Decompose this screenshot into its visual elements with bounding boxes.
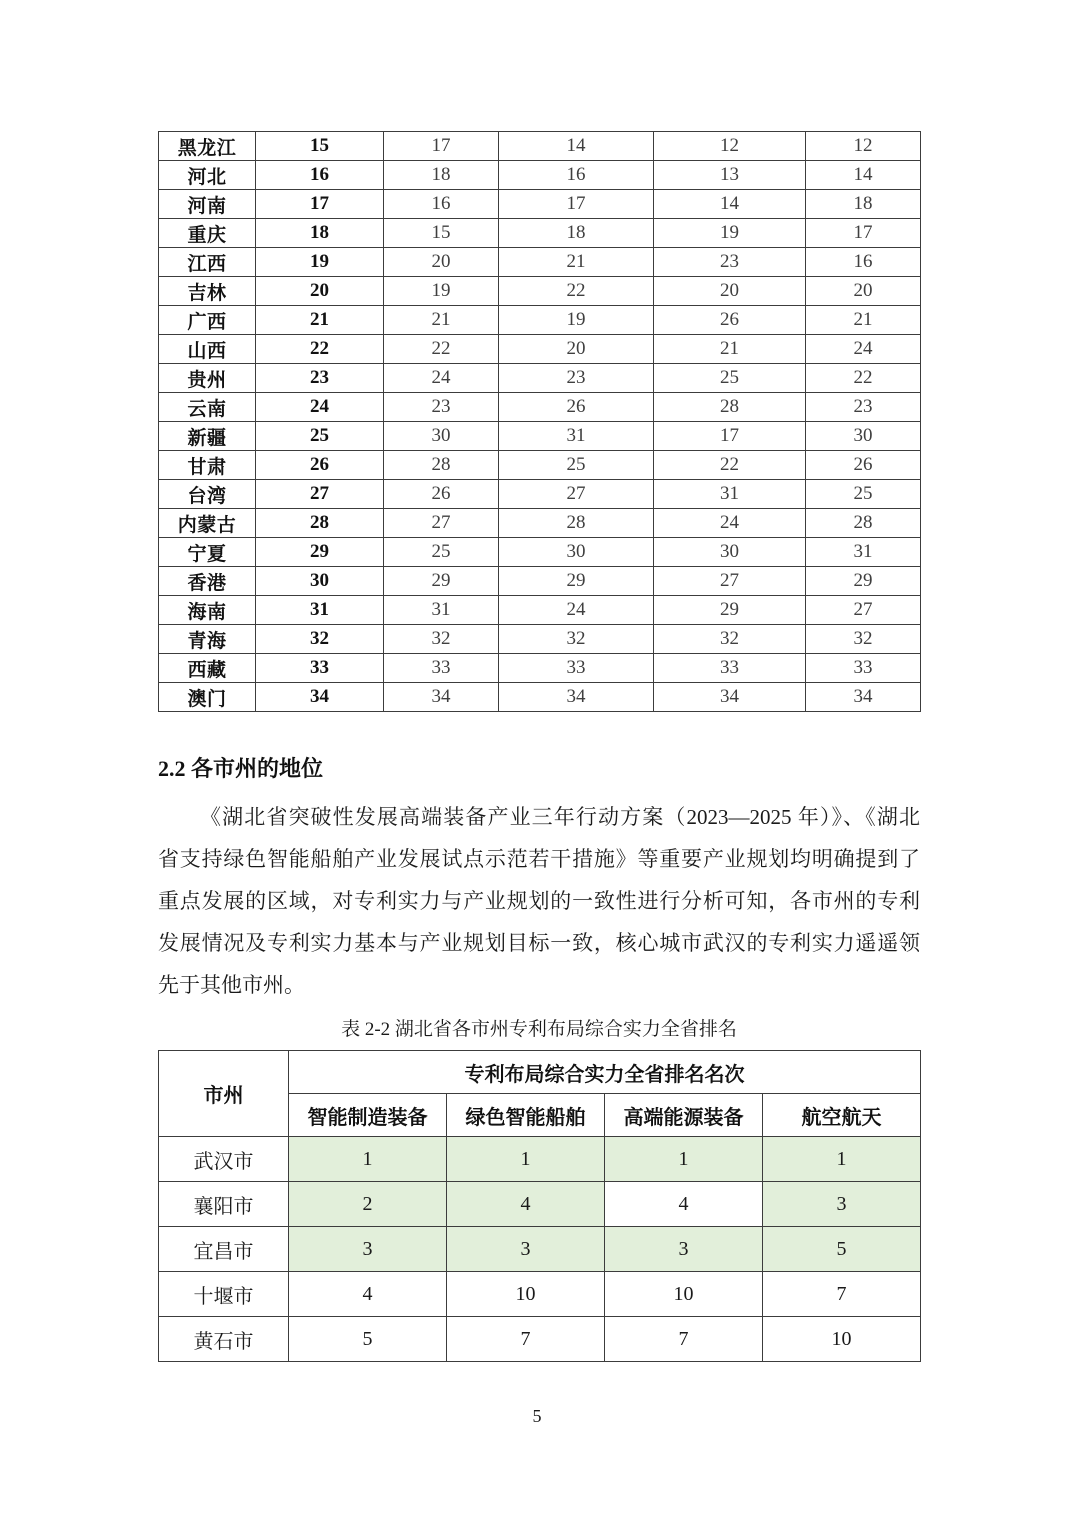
rank-cell: 31: [499, 422, 654, 451]
rank-cell: 31: [654, 480, 806, 509]
table-row: [159, 596, 921, 625]
table-row: [159, 1272, 921, 1317]
rank-cell: 19: [654, 219, 806, 248]
city-cell: 黄石市: [159, 1317, 289, 1362]
rank-cell: 21: [499, 248, 654, 277]
table-row: [159, 654, 921, 683]
rank-cell: 21: [256, 306, 384, 335]
province-cell: 重庆: [159, 219, 256, 248]
table-row: [159, 509, 921, 538]
rank-cell: 25: [806, 480, 921, 509]
rank-cell: 27: [384, 509, 499, 538]
table-row: [159, 190, 921, 219]
rank-cell: 31: [256, 596, 384, 625]
province-cell: 甘肃: [159, 451, 256, 480]
rank-cell: 22: [499, 277, 654, 306]
rank-cell: 32: [806, 625, 921, 654]
rank-cell: 19: [499, 306, 654, 335]
rank-cell: 1: [289, 1137, 447, 1182]
rank-cell: 30: [806, 422, 921, 451]
rank-cell: 10: [447, 1272, 605, 1317]
rank-cell: 5: [289, 1317, 447, 1362]
rank-cell: 14: [499, 132, 654, 161]
rank-cell: 16: [384, 190, 499, 219]
table-caption: 表 2-2 湖北省各市州专利布局综合实力全省排名: [341, 1019, 737, 1040]
province-cell: 山西: [159, 335, 256, 364]
rank-cell: 24: [499, 596, 654, 625]
rank-cell: 5: [763, 1227, 921, 1272]
body-paragraph: [158, 796, 920, 1006]
province-cell: 贵州: [159, 364, 256, 393]
paragraph-line: 重点发展的区域，对专利实力与产业规划的一致性进行分析可知，各市州的专利: [158, 889, 920, 913]
rank-cell: 32: [384, 625, 499, 654]
rank-cell: 15: [384, 219, 499, 248]
rank-cell: 28: [654, 393, 806, 422]
rank-cell: 14: [654, 190, 806, 219]
province-cell: 澳门: [159, 683, 256, 712]
table-row: [159, 132, 921, 161]
rank-cell: 29: [384, 567, 499, 596]
province-ranking-table: [158, 131, 921, 712]
rank-cell: 34: [806, 683, 921, 712]
rank-cell: 21: [384, 306, 499, 335]
rank-cell: 29: [806, 567, 921, 596]
province-cell: 西藏: [159, 654, 256, 683]
page-number: 5: [532, 1406, 542, 1426]
rank-cell: 34: [256, 683, 384, 712]
rank-cell: 29: [654, 596, 806, 625]
rank-cell: 4: [447, 1182, 605, 1227]
rank-cell: 18: [499, 219, 654, 248]
rank-cell: 17: [256, 190, 384, 219]
province-cell: 河南: [159, 190, 256, 219]
province-cell: 广西: [159, 306, 256, 335]
rank-cell: 25: [499, 451, 654, 480]
rank-cell: 12: [806, 132, 921, 161]
table-row: [159, 480, 921, 509]
table-row: [159, 219, 921, 248]
rank-cell: 33: [806, 654, 921, 683]
rank-cell: 32: [499, 625, 654, 654]
rank-cell: 26: [256, 451, 384, 480]
rank-cell: 30: [256, 567, 384, 596]
rank-cell: 33: [384, 654, 499, 683]
rank-cell: 19: [256, 248, 384, 277]
province-cell: 宁夏: [159, 538, 256, 567]
rank-cell: 2: [289, 1182, 447, 1227]
rank-cell: 1: [763, 1137, 921, 1182]
paragraph-line: 《湖北省突破性发展高端装备产业三年行动方案（2023—2025 年）》、《湖北: [200, 805, 920, 829]
table-row: [159, 538, 921, 567]
rank-cell: 32: [256, 625, 384, 654]
table-row: [159, 451, 921, 480]
rank-cell: 18: [256, 219, 384, 248]
rank-cell: 14: [806, 161, 921, 190]
paragraph-line: 先于其他市州。: [158, 973, 305, 997]
rank-cell: 25: [256, 422, 384, 451]
column-header-industry: 智能制造装备: [289, 1094, 447, 1137]
table-row: [159, 567, 921, 596]
rank-cell: 7: [763, 1272, 921, 1317]
rank-cell: 25: [654, 364, 806, 393]
rank-cell: 16: [499, 161, 654, 190]
rank-cell: 28: [384, 451, 499, 480]
rank-cell: 7: [447, 1317, 605, 1362]
rank-cell: 7: [605, 1317, 763, 1362]
rank-cell: 33: [654, 654, 806, 683]
city-ranking-table: [158, 1050, 921, 1362]
rank-cell: 27: [806, 596, 921, 625]
rank-cell: 23: [499, 364, 654, 393]
city-cell: 宜昌市: [159, 1227, 289, 1272]
rank-cell: 22: [384, 335, 499, 364]
rank-cell: 23: [256, 364, 384, 393]
city-cell: 襄阳市: [159, 1182, 289, 1227]
rank-cell: 34: [654, 683, 806, 712]
table-row: [159, 393, 921, 422]
table-row: [159, 683, 921, 712]
province-cell: 新疆: [159, 422, 256, 451]
rank-cell: 4: [289, 1272, 447, 1317]
rank-cell: 26: [654, 306, 806, 335]
rank-cell: 26: [499, 393, 654, 422]
rank-cell: 33: [256, 654, 384, 683]
rank-cell: 30: [384, 422, 499, 451]
city-cell: 十堰市: [159, 1272, 289, 1317]
table-header-row: [159, 1051, 921, 1094]
table-row: [159, 161, 921, 190]
rank-cell: 16: [256, 161, 384, 190]
rank-cell: 13: [654, 161, 806, 190]
rank-cell: 26: [384, 480, 499, 509]
rank-cell: 30: [654, 538, 806, 567]
section-heading: 2.2 各市州的地位: [158, 756, 324, 781]
table-row: [159, 335, 921, 364]
column-header-city: 市州: [159, 1051, 289, 1137]
province-cell: 江西: [159, 248, 256, 277]
rank-cell: 24: [654, 509, 806, 538]
rank-cell: 21: [654, 335, 806, 364]
table-row: [159, 625, 921, 654]
rank-cell: 20: [384, 248, 499, 277]
paragraph-line: 发展情况及专利实力基本与产业规划目标一致，核心城市武汉的专利实力遥遥领: [158, 931, 920, 955]
rank-cell: 23: [384, 393, 499, 422]
rank-cell: 20: [806, 277, 921, 306]
paragraph-line: 省支持绿色智能船舶产业发展试点示范若干措施》等重要产业规划均明确提到了: [158, 847, 920, 871]
rank-cell: 32: [654, 625, 806, 654]
rank-cell: 17: [499, 190, 654, 219]
rank-cell: 10: [605, 1272, 763, 1317]
rank-cell: 12: [654, 132, 806, 161]
rank-cell: 15: [256, 132, 384, 161]
rank-cell: 27: [256, 480, 384, 509]
rank-cell: 18: [806, 190, 921, 219]
rank-cell: 22: [256, 335, 384, 364]
rank-cell: 16: [806, 248, 921, 277]
rank-cell: 21: [806, 306, 921, 335]
rank-cell: 1: [605, 1137, 763, 1182]
rank-cell: 29: [499, 567, 654, 596]
rank-cell: 30: [499, 538, 654, 567]
rank-cell: 24: [806, 335, 921, 364]
rank-cell: 31: [806, 538, 921, 567]
rank-cell: 18: [384, 161, 499, 190]
column-header-industry: 绿色智能船舶: [447, 1094, 605, 1137]
rank-cell: 24: [256, 393, 384, 422]
rank-cell: 4: [605, 1182, 763, 1227]
rank-cell: 1: [447, 1137, 605, 1182]
group-header: 专利布局综合实力全省排名名次: [289, 1051, 921, 1094]
rank-cell: 3: [447, 1227, 605, 1272]
table-row: [159, 1317, 921, 1362]
province-cell: 河北: [159, 161, 256, 190]
rank-cell: 20: [654, 277, 806, 306]
province-cell: 黑龙江: [159, 132, 256, 161]
rank-cell: 22: [806, 364, 921, 393]
rank-cell: 22: [654, 451, 806, 480]
rank-cell: 17: [384, 132, 499, 161]
rank-cell: 28: [499, 509, 654, 538]
province-cell: 香港: [159, 567, 256, 596]
rank-cell: 34: [384, 683, 499, 712]
rank-cell: 25: [384, 538, 499, 567]
rank-cell: 33: [499, 654, 654, 683]
table-row: [159, 1137, 921, 1182]
column-header-industry: 高端能源装备: [605, 1094, 763, 1137]
column-header-industry: 航空航天: [763, 1094, 921, 1137]
rank-cell: 27: [654, 567, 806, 596]
rank-cell: 17: [806, 219, 921, 248]
rank-cell: 20: [256, 277, 384, 306]
table-row: [159, 248, 921, 277]
rank-cell: 3: [605, 1227, 763, 1272]
rank-cell: 17: [654, 422, 806, 451]
rank-cell: 28: [806, 509, 921, 538]
rank-cell: 23: [654, 248, 806, 277]
rank-cell: 3: [289, 1227, 447, 1272]
rank-cell: 10: [763, 1317, 921, 1362]
rank-cell: 19: [384, 277, 499, 306]
province-cell: 台湾: [159, 480, 256, 509]
rank-cell: 28: [256, 509, 384, 538]
table-row: [159, 1227, 921, 1272]
province-cell: 吉林: [159, 277, 256, 306]
rank-cell: 23: [806, 393, 921, 422]
province-cell: 青海: [159, 625, 256, 654]
table-row: [159, 306, 921, 335]
table-row: [159, 1182, 921, 1227]
rank-cell: 31: [384, 596, 499, 625]
province-cell: 内蒙古: [159, 509, 256, 538]
rank-cell: 24: [384, 364, 499, 393]
province-cell: 海南: [159, 596, 256, 625]
rank-cell: 20: [499, 335, 654, 364]
table-row: [159, 277, 921, 306]
rank-cell: 27: [499, 480, 654, 509]
rank-cell: 29: [256, 538, 384, 567]
rank-cell: 26: [806, 451, 921, 480]
rank-cell: 3: [763, 1182, 921, 1227]
rank-cell: 34: [499, 683, 654, 712]
city-cell: 武汉市: [159, 1137, 289, 1182]
table-row: [159, 422, 921, 451]
province-cell: 云南: [159, 393, 256, 422]
table-row: [159, 364, 921, 393]
